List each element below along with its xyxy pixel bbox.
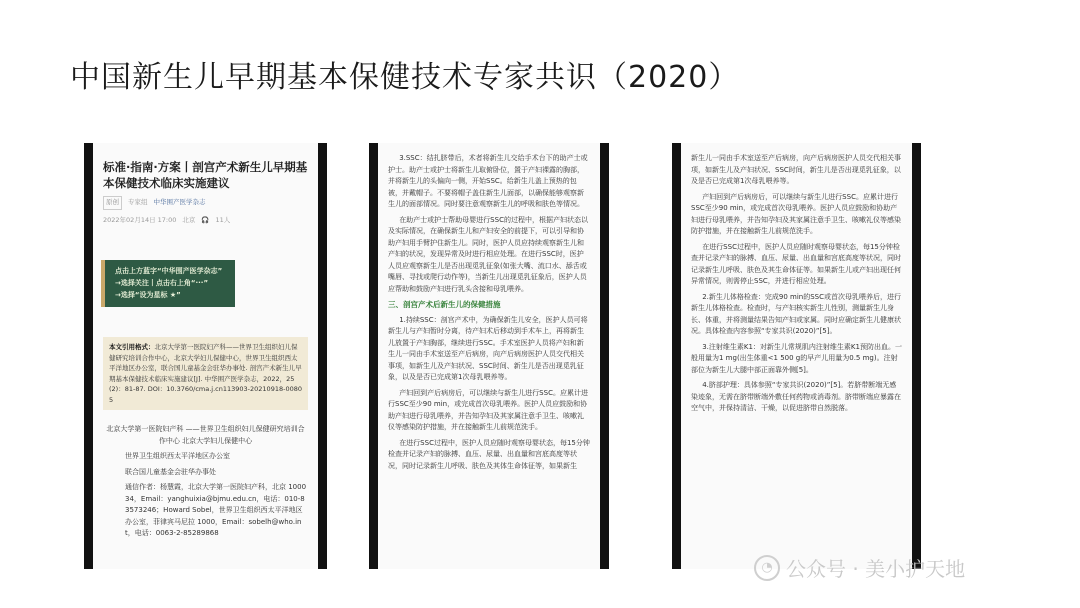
banner-line: →选择关注丨点击右上角“···” bbox=[115, 279, 209, 287]
section-heading: 三、剖宫产术后新生儿的保健措施 bbox=[388, 300, 501, 309]
citation-label: 本文引用格式： bbox=[109, 343, 155, 351]
paragraph: 在进行SSC过程中，医护人员应随时观察母婴状态，每15分钟检查并记录产妇的脉搏、血压、尿量、出血量和宫底高度等状况，同时记录新生儿呼吸、肤色及其生命体征等。如果新生儿或产妇出现任何异常情况，则需停止SSC，并进行相应处理。 bbox=[691, 242, 901, 285]
wechat-icon: ◔ bbox=[754, 555, 780, 581]
article-meta-2 bbox=[103, 215, 308, 227]
original-tag: 原创 bbox=[103, 196, 122, 210]
follow-banner bbox=[101, 260, 235, 307]
watermark-text: 公众号 · 美小护天地 bbox=[786, 557, 966, 581]
affiliations bbox=[103, 424, 308, 540]
affiliation-line: 联合国儿童基金会驻华办事处 bbox=[125, 467, 216, 476]
slide-title: 中国新生儿早期基本保健技术专家共识（2020） bbox=[70, 60, 740, 95]
meta-author: 专家组 bbox=[128, 198, 148, 206]
article-screenshot-2 bbox=[369, 143, 609, 569]
headphone-icon: 🎧 bbox=[201, 215, 210, 224]
paragraph: 新生儿一同由手术室送至产后病房，向产后病房医护人员交代相关事项，如新生儿及产妇状况、SSC时间，新生儿是否出现觅乳征象，以及是否已完成第1次母乳喂养等。 bbox=[691, 154, 901, 185]
paragraph: 1.持续SSC：剖宫产术中，为确保新生儿安全，医护人员可将新生儿与产妇暂时分离，待产妇术后移动到手术车上，再将新生儿放置于产妇胸部，继续进行SSC。手术室医护人员将产妇和新生儿一同由手术室送至产后病房，向产后病房医护人员交代相关事项，如新生儿及产妇状况、SSC时间、新生儿是否出现觅乳征象，以及是否已完成第1次母乳喂养等。 bbox=[388, 315, 588, 381]
meta-date: 2022年02月14日 17:00 bbox=[103, 215, 177, 224]
article-meta bbox=[103, 196, 308, 210]
meta-listens: 11人 bbox=[215, 215, 231, 224]
citation-text: 北京大学第一医院妇产科——世界卫生组织妇儿保健研究培训合作中心，北京大学妇儿保健中心，世界卫生组织西太平洋地区办公室，联合国儿童基金会驻华办事处. 剖宫产术新生儿早期基本保健技术临床实施建议[J]. 中华围产医学杂志，2022，25(2)：81-87. DOI：10.3760/cma.j.cn113903-20210918-00805 bbox=[109, 343, 302, 404]
paragraph: 3.SSC：结扎脐带后，术者将新生儿交给手术台下的助产士或护士。助产士或护士将新生儿取俯卧位，置于产妇裸露的胸部，并将新生儿的头偏向一侧，开始SSC。给新生儿盖上预热的包被，并戴帽子。不要将帽子盖住新生儿面部，以确保能够观察新生儿的面部情况。同时要注意观察新生儿的呼吸和肤色等情况。 bbox=[388, 154, 588, 208]
paragraph: 产妇回到产后病房后，可以继续与新生儿进行SSC。应累计进行SSC至少90 min，或完成首次母乳喂养。医护人员应鼓励和协助产妇进行母乳喂养，并告知孕妇及其家属注意手卫生、咳嗽礼仪等感染防护措施，并在接触新生儿前规范洗手。 bbox=[691, 192, 901, 235]
affiliation-line: 世界卫生组织西太平洋地区办公室 bbox=[125, 452, 230, 460]
article-screenshot-1 bbox=[84, 143, 327, 569]
affiliation-line: 北京大学第一医院妇产科 ——世界卫生组织妇儿保健研究培训合作中心 北京大学妇儿保健中心 bbox=[106, 425, 305, 445]
watermark bbox=[754, 553, 965, 582]
paragraph: 产妇回到产后病房后，可以继续与新生儿进行SSC。应累计进行SSC至少90 min，或完成首次母乳喂养。医护人员应鼓励和协助产妇进行母乳喂养，并告知孕妇及其家属注意手卫生、咳嗽礼仪等感染防护措施，并在接触新生儿前规范洗手。 bbox=[388, 388, 588, 431]
paragraph: 4.脐部护理：具体参照“专家共识(2020)”[5]。若脐带断端无感染迹象，无需在脐带断端外敷任何药物或消毒剂。脐带断端应暴露在空气中，并保持清洁、干燥，以促进脐带自然脱落。 bbox=[691, 381, 901, 412]
meta-source-link[interactable]: 中华围产医学杂志 bbox=[153, 198, 206, 206]
paragraph: 在助产士或护士帮助母婴进行SSC的过程中，根据产妇状态以及实际情况，在确保新生儿和产妇安全的前提下，可以引导和协助产妇用手臂护住新生儿。同时，医护人员应持续观察新生儿和产妇的状况，发现异常及时进行相应处理。在进行SSC时，医护人员应观察新生儿是否出现觅乳征象(如张大嘴、流口水、舔舌或嘴唇、寻找或爬行动作等)，当新生儿出现觅乳征象后，医护人员应帮助和鼓励产妇进行乳头含接和母乳喂养。 bbox=[388, 215, 588, 293]
banner-line: →选择“设为星标 ★” bbox=[115, 291, 181, 299]
corresponding-author: 通信作者：杨慧霞，北京大学第一医院妇产科，北京 100034，Email：yanghuixia@bjmu.edu.cn，电话：010-83573246；Howard Sobel，世界卫生组织西太平洋地区办公室，菲律宾马尼拉 1000，Email：sobelh@who.int，电话：0063-2-85289868 bbox=[125, 483, 307, 537]
banner-line: 点击上方蓝字“中华围产医学杂志” bbox=[115, 267, 223, 275]
meta-place: 北京 bbox=[182, 215, 196, 224]
paragraph: 2.新生儿体格检查：完成90 min的SSC或首次母乳喂养后，进行新生儿体格检查。检查时，与产妇核实新生儿性别，测量新生儿身长、体重，并将测量结果告知产妇或家属。同时应确定新生儿健康状况。具体检查内容参照“专家共识(2020)”[5]。 bbox=[691, 292, 901, 335]
article-screenshot-3 bbox=[672, 143, 921, 569]
article-title: 标准·指南·方案丨剖宫产术新生儿早期基本保健技术临床实施建议 bbox=[103, 160, 308, 190]
paragraph: 在进行SSC过程中，医护人员应随时观察母婴状态，每15分钟检查并记录产妇的脉搏、血压、尿量、出血量和宫底高度等状况，同时记录新生儿呼吸、肤色及其体生命体征等，如果新生 bbox=[388, 438, 590, 470]
citation-box bbox=[103, 337, 308, 410]
paragraph: 3.注射维生素K1：对新生儿常规肌内注射维生素K1预防出血。一般用量为1 mg(出生体重<1 500 g的早产儿用量为0.5 mg)。注射部位为新生儿大腿中部正面靠外侧[5]。 bbox=[691, 342, 902, 374]
